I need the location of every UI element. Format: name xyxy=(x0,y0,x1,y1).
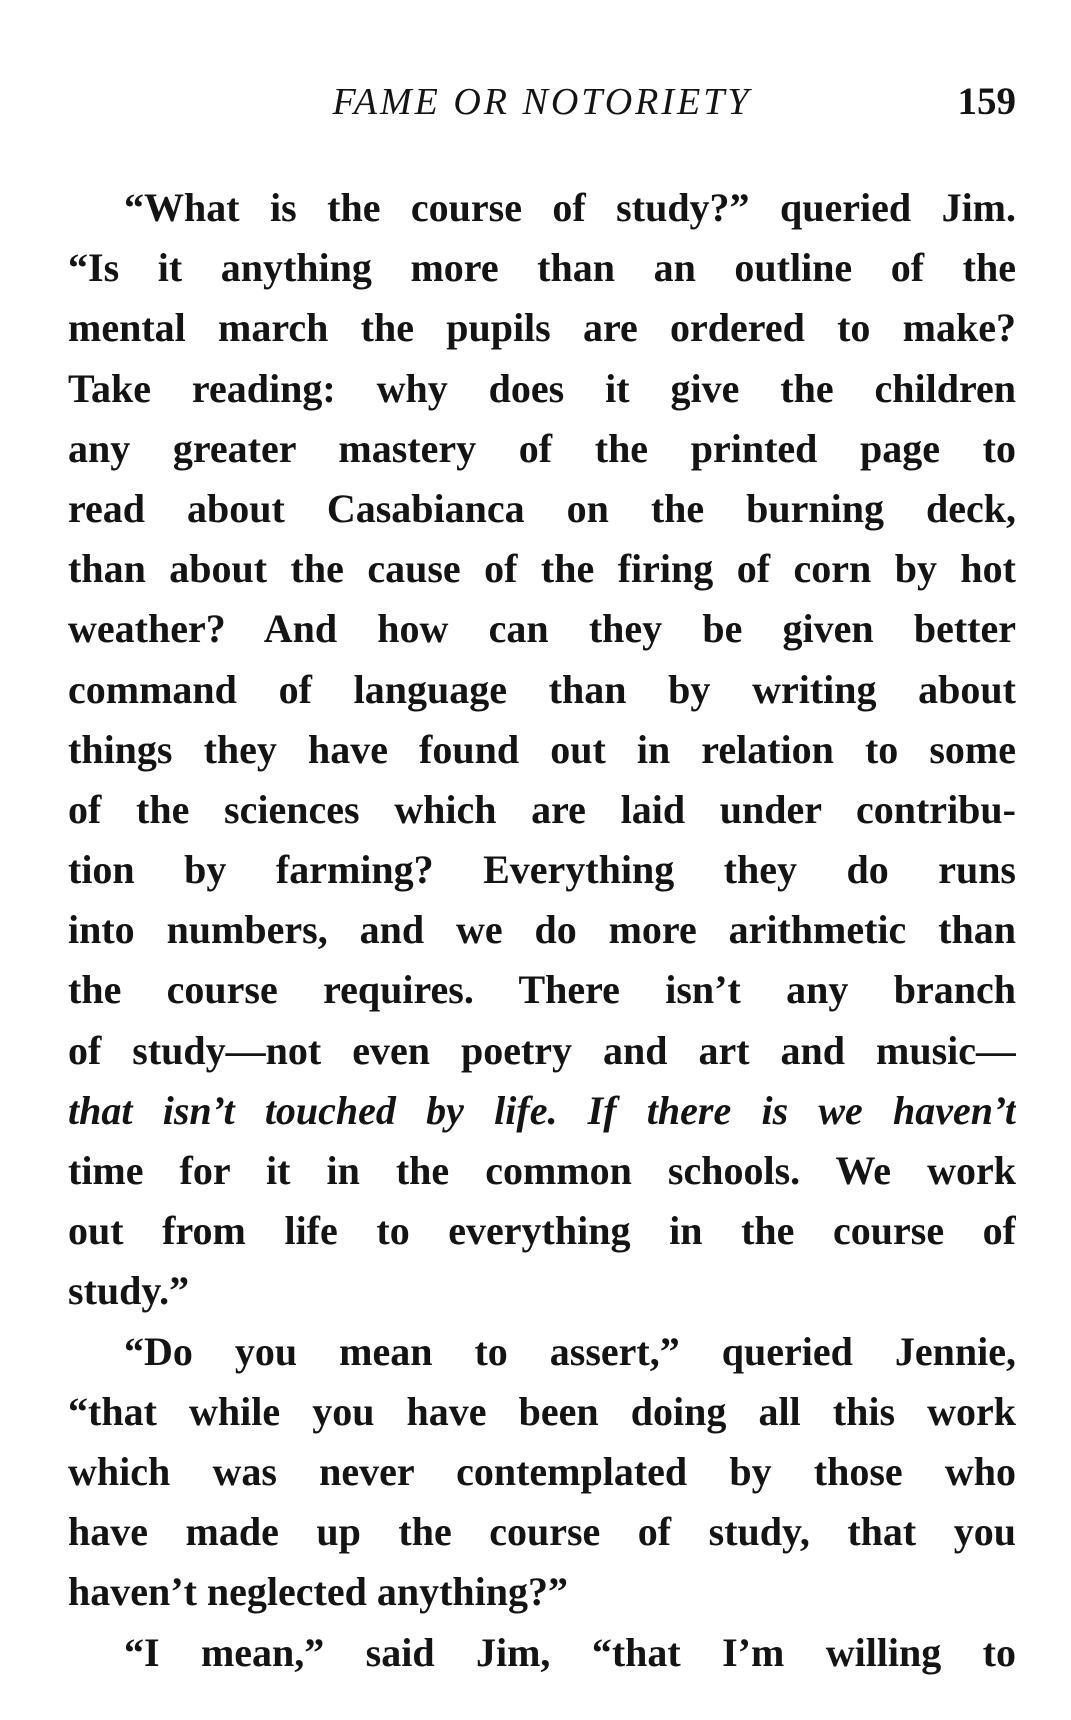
text-line: Take reading: why does it give the children xyxy=(68,365,1016,411)
text-line: have made up the course of study, that you xyxy=(68,1509,1016,1555)
text-line: “Do you mean to assert,” queried Jennie, xyxy=(124,1328,1016,1374)
text-line: mental march the pupils are ordered to make? xyxy=(68,305,1016,351)
text-line: out from life to everything in the course of xyxy=(68,1208,1016,1254)
running-head xyxy=(68,74,1016,130)
page-number: 159 xyxy=(957,80,1016,123)
text-line: into numbers, and we do more arithmetic than xyxy=(68,907,1016,953)
text-line: “Is it anything more than an outline of the xyxy=(68,245,1016,291)
text-line: study.” xyxy=(68,1268,190,1314)
text-line: “I mean,” said Jim, “that I’m willing to xyxy=(124,1629,1016,1675)
text-line: any greater mastery of the printed page to xyxy=(68,425,1016,471)
text-line: things they have found out in relation to some xyxy=(68,726,1016,772)
text-line: of the sciences which are laid under contribu- xyxy=(68,786,1016,832)
text-line: “What is the course of study?” queried Jim. xyxy=(124,185,1016,230)
text-line: command of language than by writing about xyxy=(68,666,1016,712)
text-line: that isn’t touched by life. If there is we haven’t xyxy=(68,1087,1016,1133)
text-line: read about Casabianca on the burning deck, xyxy=(68,485,1016,531)
text-line: which was never contemplated by those who xyxy=(68,1448,1016,1494)
text-line: “that while you have been doing all this work xyxy=(68,1388,1016,1434)
running-title: FAME OR NOTORIETY xyxy=(332,81,752,123)
body-text xyxy=(68,178,1016,1683)
text-line: time for it in the common schools. We work xyxy=(68,1148,1016,1193)
text-line: than about the cause of the firing of corn by hot xyxy=(68,546,1016,592)
text-line: of study—not even poetry and art and music— xyxy=(68,1027,1016,1073)
text-line: weather? And how can they be given better xyxy=(68,606,1016,652)
text-line: the course requires. There isn’t any branch xyxy=(68,967,1016,1013)
text-line: tion by farming? Everything they do runs xyxy=(68,847,1016,893)
text-line: haven’t neglected anything?” xyxy=(68,1569,568,1615)
